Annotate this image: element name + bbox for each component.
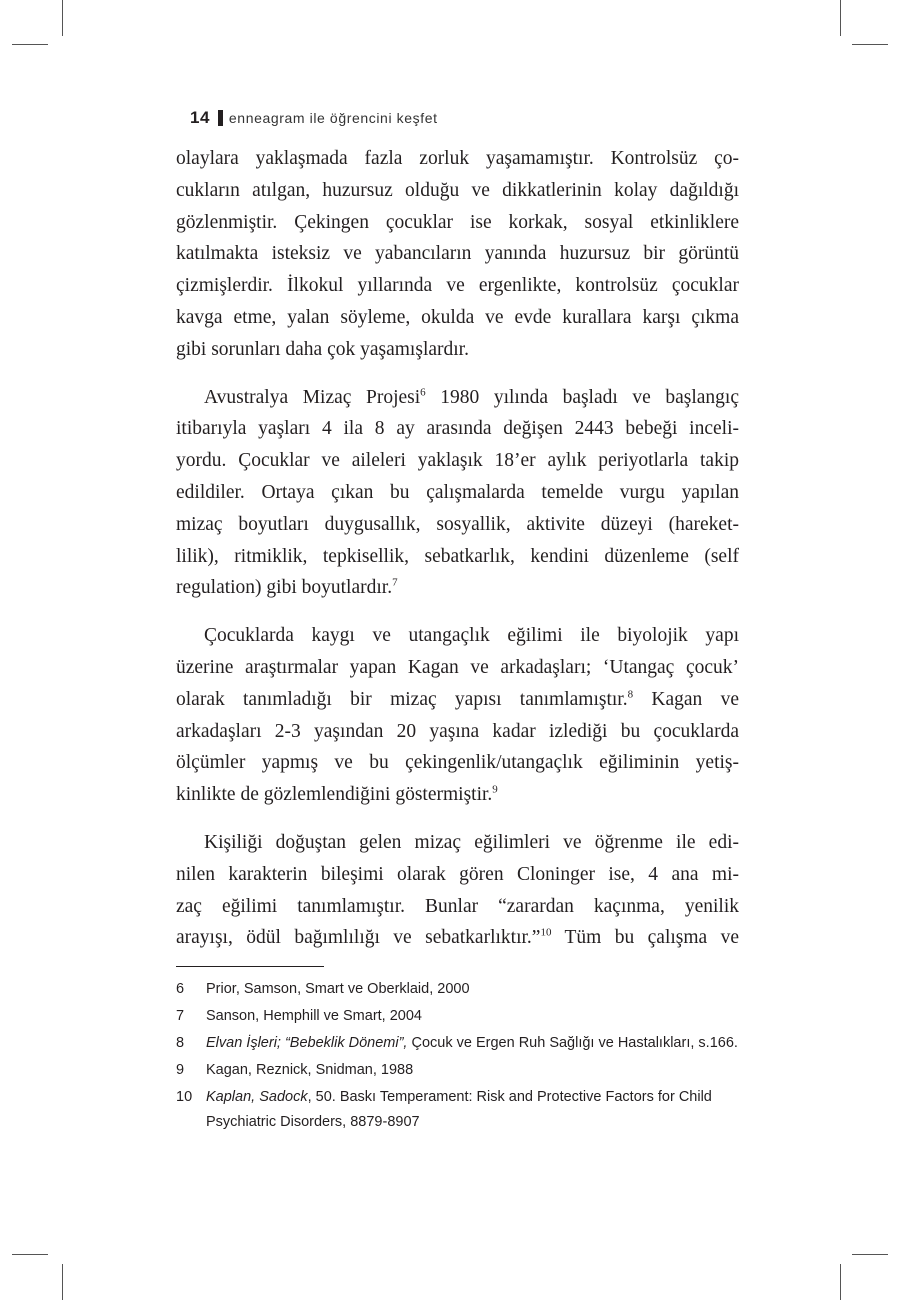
footnote-text: Sanson, Hemphill ve Smart, 2004 bbox=[206, 1008, 422, 1024]
running-title: enneagram ile öğrencini keşfet bbox=[228, 110, 438, 126]
footnote-number: 7 bbox=[176, 1008, 185, 1024]
text-line: katılmakta isteksiz ve yabancıların yanında huzursuz bir görüntü bbox=[176, 243, 739, 265]
text-line: kavga etme, yalan söyleme, okulda ve evde kurallara karşı çıkma bbox=[176, 306, 739, 328]
footnote-ref: 9 bbox=[492, 783, 498, 796]
footnote-text-span: Çocuk ve Ergen Ruh Sağlığı ve Hastalıkları, s.166. bbox=[407, 1035, 738, 1051]
page-header bbox=[190, 106, 438, 130]
footnote-number: 9 bbox=[176, 1062, 185, 1078]
crop-mark bbox=[852, 1254, 888, 1255]
footnote-number: 6 bbox=[176, 981, 185, 997]
text-line: edildiler. Ortaya çıkan bu çalışmalarda temelde vurgu yapılan bbox=[176, 481, 739, 503]
text-line: ölçümler yapmış ve bu çekingenlik/utangaçlık eğiliminin yetiş- bbox=[176, 752, 739, 774]
footnote-ref: 10 bbox=[540, 926, 552, 939]
text-line: arkadaşları 2-3 yaşından 20 yaşına kadar izlediği bu çocuklarda bbox=[176, 720, 739, 742]
crop-mark bbox=[840, 1264, 841, 1300]
text-line: olaylara yaklaşmada fazla zorluk yaşamamıştır. Kontrolsüz ço- bbox=[176, 148, 739, 169]
footnote bbox=[176, 1085, 741, 1135]
text-span: Avustralya Mizaç Projesi bbox=[204, 386, 421, 408]
footnote-text: Kagan, Reznick, Snidman, 1988 bbox=[206, 1062, 414, 1078]
text-line bbox=[176, 922, 739, 954]
text-line: gözlenmiştir. Çekingen çocuklar ise korkak, sosyal etkinliklere bbox=[176, 211, 739, 233]
crop-mark bbox=[62, 0, 63, 36]
text-span: kinlikte de gözlemlendiğini göstermiştir. bbox=[176, 784, 493, 806]
paragraph bbox=[176, 143, 739, 366]
footnote-italic: Elvan İşleri; “Bebeklik Dönemi”, bbox=[206, 1035, 408, 1051]
text-line bbox=[176, 779, 739, 811]
text-line: zaç eğilimi tanımlamıştır. Bunlar “zarardan kaçınma, yenilik bbox=[176, 895, 739, 917]
footnote-text: Prior, Samson, Smart ve Oberklaid, 2000 bbox=[206, 981, 470, 997]
page-number: 14 bbox=[190, 108, 210, 127]
body-text bbox=[176, 143, 739, 954]
text-line: Çocuklarda kaygı ve utangaçlık eğilimi ile biyolojik yapı bbox=[204, 625, 739, 647]
footnote-text bbox=[206, 1085, 741, 1135]
crop-mark bbox=[852, 44, 888, 45]
text-line: gibi sorunları daha çok yaşamışlardır. bbox=[176, 338, 469, 360]
footnotes bbox=[176, 977, 741, 1137]
text-line: üzerine araştırmalar yapan Kagan ve arkadaşları; ‘Utangaç çocuk’ bbox=[176, 656, 739, 678]
crop-mark bbox=[12, 44, 48, 45]
footnote-number: 8 bbox=[176, 1035, 185, 1051]
footnote-separator bbox=[176, 966, 324, 967]
footnote-text-span: , 50. Baskı Temperament: Risk and Protective Factors for Child Psychiatric Disorders, 8879-8907 bbox=[206, 1089, 712, 1130]
text-line: nilen karakterin bileşimi olarak gören Cloninger ise, 4 ana mi- bbox=[176, 863, 739, 885]
footnote-ref: 8 bbox=[627, 688, 634, 701]
text-line: lilik), ritmiklik, tepkisellik, sebatkarlık, kendini düzenleme (self bbox=[176, 545, 739, 567]
footnote bbox=[176, 1031, 741, 1056]
crop-mark bbox=[62, 1264, 63, 1300]
text-span: regulation) gibi boyutlardır. bbox=[176, 577, 393, 599]
text-line bbox=[176, 684, 739, 716]
footnote-text bbox=[206, 1031, 741, 1056]
paragraph bbox=[176, 827, 739, 954]
footnote-number: 10 bbox=[176, 1089, 193, 1105]
text-line: Kişiliği doğuştan gelen mizaç eğilimleri ve öğrenme ile edi- bbox=[204, 831, 739, 853]
footnote bbox=[176, 1004, 741, 1029]
text-line: yordu. Çocuklar ve aileleri yaklaşık 18’er aylık periyotlarla takip bbox=[176, 450, 739, 472]
paragraph bbox=[176, 620, 739, 811]
text-line: itibarıyla yaşları 4 ila 8 ay arasında değişen 2443 bebeği inceli- bbox=[176, 418, 739, 440]
text-line bbox=[176, 382, 739, 414]
footnote-ref: 7 bbox=[392, 576, 398, 589]
text-span: arayışı, ödül bağımlılığı ve sebatkarlıktır.” bbox=[176, 927, 541, 949]
text-span: Tüm bu çalışma ve bbox=[551, 927, 739, 949]
paragraph bbox=[176, 382, 739, 605]
crop-mark bbox=[840, 0, 841, 36]
text-line: çizmişlerdir. İlkokul yıllarında ve ergenlikte, kontrolsüz çocuklar bbox=[176, 275, 739, 297]
footnote-ref: 6 bbox=[420, 386, 426, 399]
footnote-italic: Kaplan, Sadock bbox=[206, 1089, 308, 1105]
footnote bbox=[176, 1058, 741, 1083]
text-line: cukların atılgan, huzursuz olduğu ve dikkatlerinin kolay dağıldığı bbox=[176, 179, 739, 201]
crop-mark bbox=[12, 1254, 48, 1255]
footnote bbox=[176, 977, 741, 1002]
text-line bbox=[176, 572, 739, 604]
header-divider-bar bbox=[218, 110, 223, 126]
text-line: mizaç boyutları duygusallık, sosyallik, aktivite düzeyi (hareket- bbox=[176, 513, 739, 535]
text-span: olarak tanımladığı bir mizaç yapısı tanımlamıştır. bbox=[176, 688, 628, 710]
text-span: Kagan ve bbox=[633, 688, 739, 710]
text-span: 1980 yılında başladı ve başlangıç bbox=[425, 386, 739, 408]
